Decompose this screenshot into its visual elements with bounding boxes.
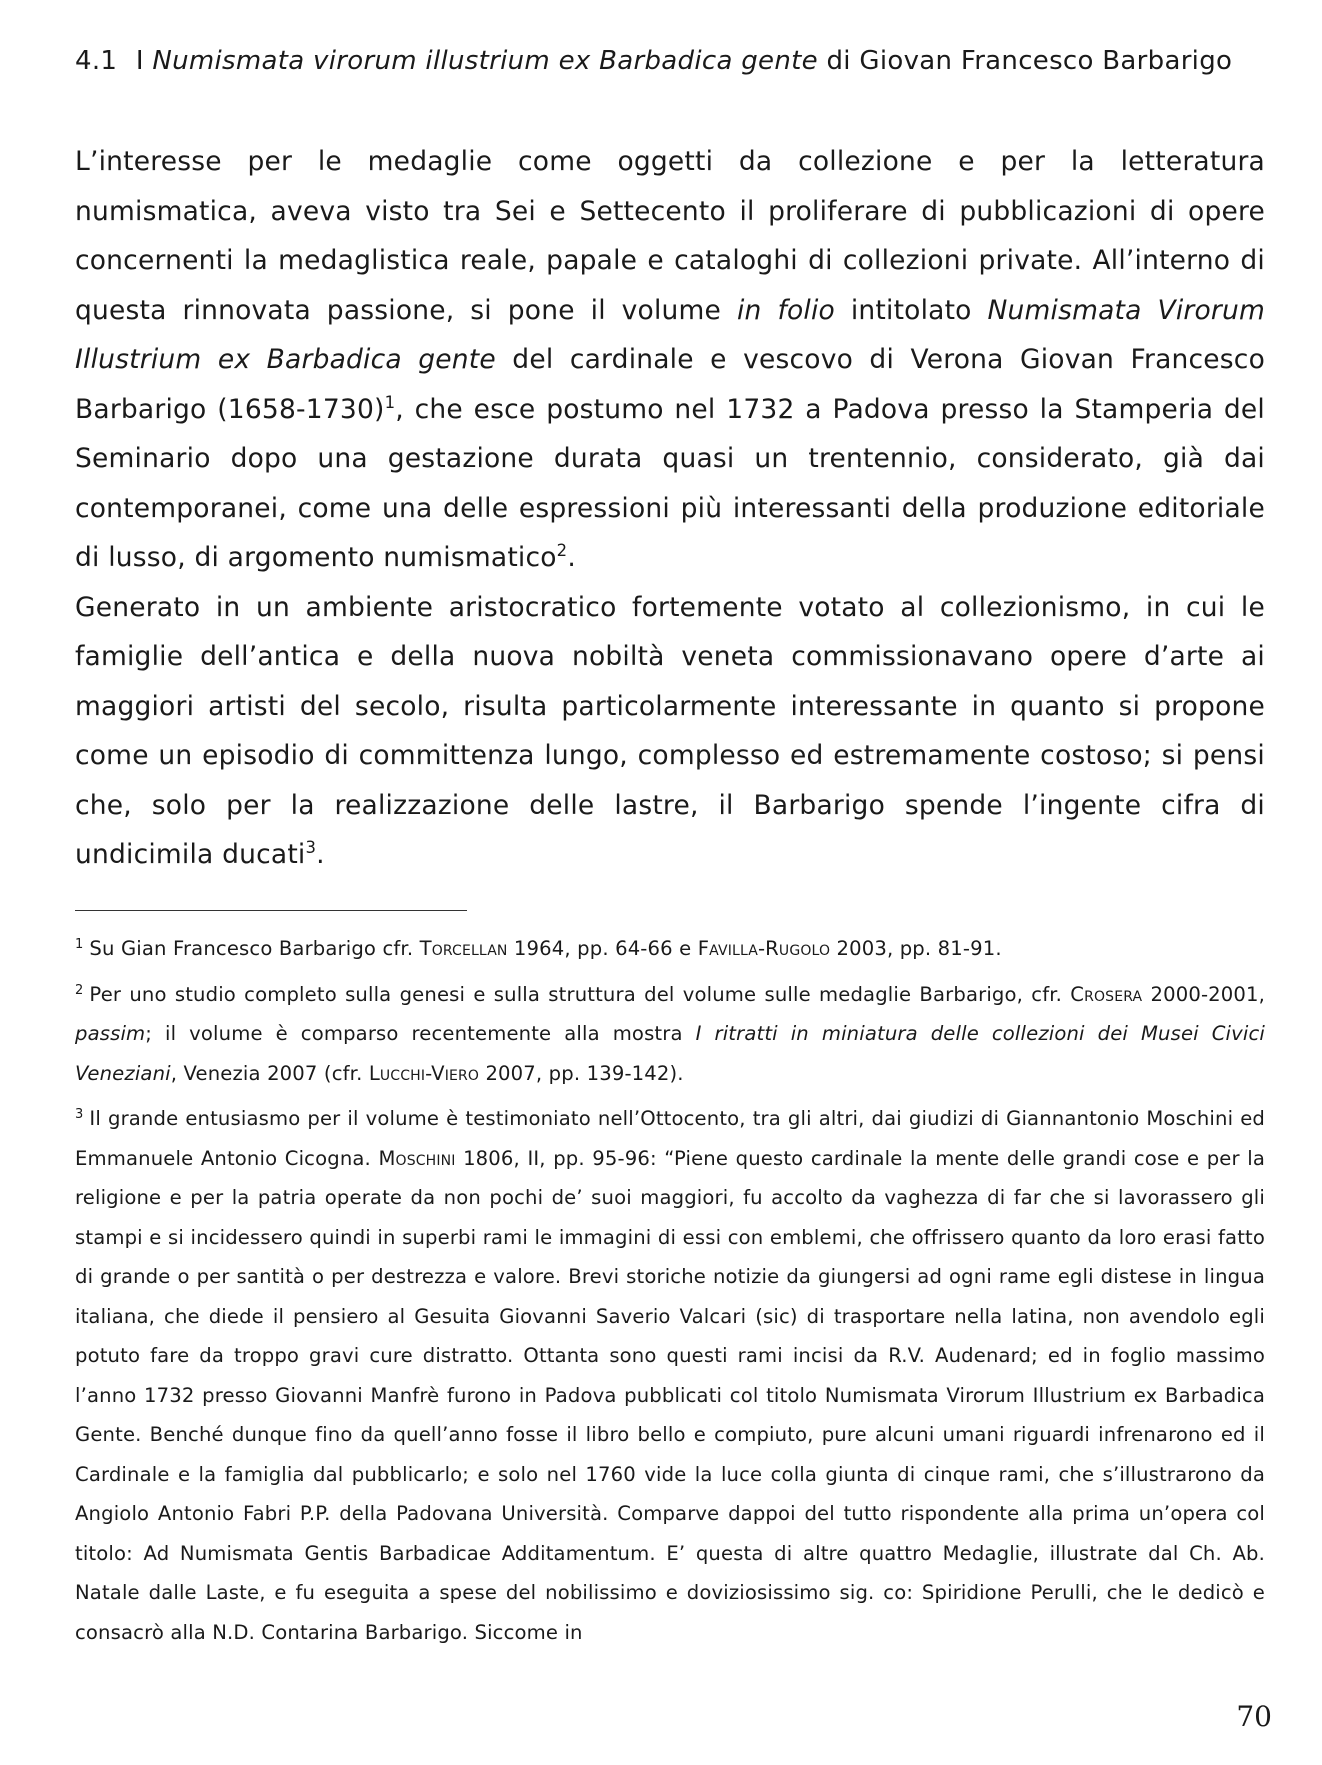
paragraph-2 <box>75 583 1265 880</box>
p2-text-b: . <box>316 839 325 870</box>
author-smallcaps: Moschini <box>378 1146 456 1170</box>
footnote-text: Per uno studio completo sulla genesi e sulla struttura del volume sulle medaglie Barbarigo, cfr. <box>89 982 1071 1006</box>
footnote-text: 1964, pp. 64-66 e <box>507 937 698 960</box>
footnote-text: 1806, II, pp. 95-96: “Piene questo cardinale la mente delle grandi cose e per la religione e per la patria operate da non pochi de’ suoi maggiori, fu accolto da vaghezza di far che si lavorassero gli stampi e si incidessero quindi in superbi rami le immagini di essi con emblemi, che offrissero quanto da loro erasi fatto di grande o per santità o per destrezza e valore. Brevi storiche notizie da giungersi ad ogni rame egli distese in lingua italiana, che diede il pensiero al Gesuita Giovanni Saverio Valcari (sic) di trasportare nella latina, non avendolo egli potuto fare da troppo gravi cure distratto. Ottanta sono questi rami incisi da R.V. Audenard; ed in foglio massimo l’anno 1732 presso Giovanni Manfrè furono in Padova pubblicati col titolo Numismata Virorum Illustrium ex Barbadica Gente. Benché dunque fino da quell’anno fosse il libro bello e compiuto, pure alcuni umani riguardi infrenarono ed il Cardinale e la famiglia dal pubblicarlo; e solo nel 1760 vide la luce colla giunta di cinque rami, che s’illustrarono da Angiolo Antonio Fabri P.P. della Padovana Università. Comparve dappoi del tutto rispondente alla prima un’opera col titolo: Ad Numismata Gentis Barbadicae Additamentum. E’ questa di altre quattro Medaglie, illustrate dal Ch. Ab. Natale dalle Laste, e fu eseguita a spese del nobilissimo e doviziosissimo sig. co: Spiridione Perulli, che le dedicò e consacrò alla N.D. Contarina Barbarigo. Siccome in <box>75 1146 1266 1644</box>
p1-italic-in-folio: in folio <box>736 294 835 326</box>
p2-text-a: Generato in un ambiente aristocratico fortemente votato al collezionismo, in cui le famiglie dell’antica e della nuova nobiltà veneta commissionavano opere d’arte ai maggiori artisti del secolo, risulta particolarmente interessante in quanto si propone come un episodio di committenza lungo, complesso ed estremamente costoso; si pensi che, solo per la realizzazione delle lastre, il Barbarigo spende l’ingente cifra di undicimila ducati <box>75 591 1265 870</box>
section-number: 4.1 <box>75 46 118 76</box>
body-text <box>75 137 1265 880</box>
author-smallcaps: Torcellan <box>419 937 508 960</box>
page-number: 70 <box>1236 1700 1272 1733</box>
footnote-text: 2000-2001, <box>1142 982 1266 1006</box>
footnote-1-mark: 1 <box>75 937 84 952</box>
footnote-text: Su Gian Francesco Barbarigo cfr. <box>89 937 420 960</box>
footnote-ref-1[interactable]: 1 <box>384 392 396 412</box>
footnote-italic: passim <box>75 1022 146 1045</box>
heading-title-italic: Numismata virorum illustrium ex Barbadica gente <box>152 46 818 76</box>
footnote-ref-2[interactable]: 2 <box>556 541 568 561</box>
footnote-ref-3[interactable]: 3 <box>305 838 317 858</box>
p1-text-b: intitolato <box>834 294 988 326</box>
heading-post: di Giovan Francesco Barbarigo <box>826 46 1233 76</box>
author-smallcaps: Favilla-Rugolo <box>697 937 831 960</box>
footnote-2 <box>75 971 1265 1094</box>
p1-text-c: del cardinale e vescovo di Verona Giovan Francesco Barbarigo (1658-1730) <box>75 344 1265 425</box>
footnote-text: ; il volume è comparso recentemente alla mostra <box>145 1022 696 1045</box>
heading-pre: I <box>135 46 144 76</box>
footnote-1 <box>75 925 1265 969</box>
footnotes <box>75 925 1265 1654</box>
footnote-italic: I ritratti in miniatura delle collezioni dei Musei Civici Veneziani <box>75 1022 1265 1085</box>
p1-text-d: , che esce postumo nel 1732 a Padova presso la Stamperia del Seminario dopo una gestazione durata quasi un trentennio, considerato, già dai contemporanei, come una delle espressioni più interessanti della produzione editoriale di lusso, di argomento numismatico <box>75 393 1265 573</box>
p1-text-e: . <box>567 542 576 573</box>
footnote-text: 2003, pp. 81-91. <box>830 937 1002 960</box>
footnote-3 <box>75 1095 1265 1652</box>
footnote-text: 2007, pp. 139-142). <box>479 1061 684 1085</box>
footnote-text: , Venezia 2007 (cfr. <box>170 1061 369 1085</box>
section-heading <box>75 46 1265 76</box>
p1-text-a: L’interesse per le medaglie come oggetti da collezione e per la letteratura numismatica, aveva visto tra Sei e Settecento il proliferare di pubblicazioni di opere concernenti la medaglistica reale, papale e cataloghi di collezioni private. All’interno di questa rinnovata passione, si pone il volume <box>75 146 1265 326</box>
footnote-2-mark: 2 <box>75 982 84 998</box>
author-smallcaps: Lucchi-Viero <box>368 1061 480 1085</box>
footnote-separator <box>75 910 467 911</box>
author-smallcaps: Crosera <box>1070 982 1143 1006</box>
p1-italic-title: Numismata Virorum Illustrium ex Barbadica gente <box>75 294 1266 375</box>
footnote-3-mark: 3 <box>75 1107 84 1122</box>
paragraph-1 <box>75 137 1265 583</box>
footnote-text: Il grande entusiasmo per il volume è testimoniato nell’Ottocento, tra gli altri, dai giudizi di Giannantonio Moschini ed Emmanuele Antonio Cicogna. <box>75 1107 1265 1170</box>
